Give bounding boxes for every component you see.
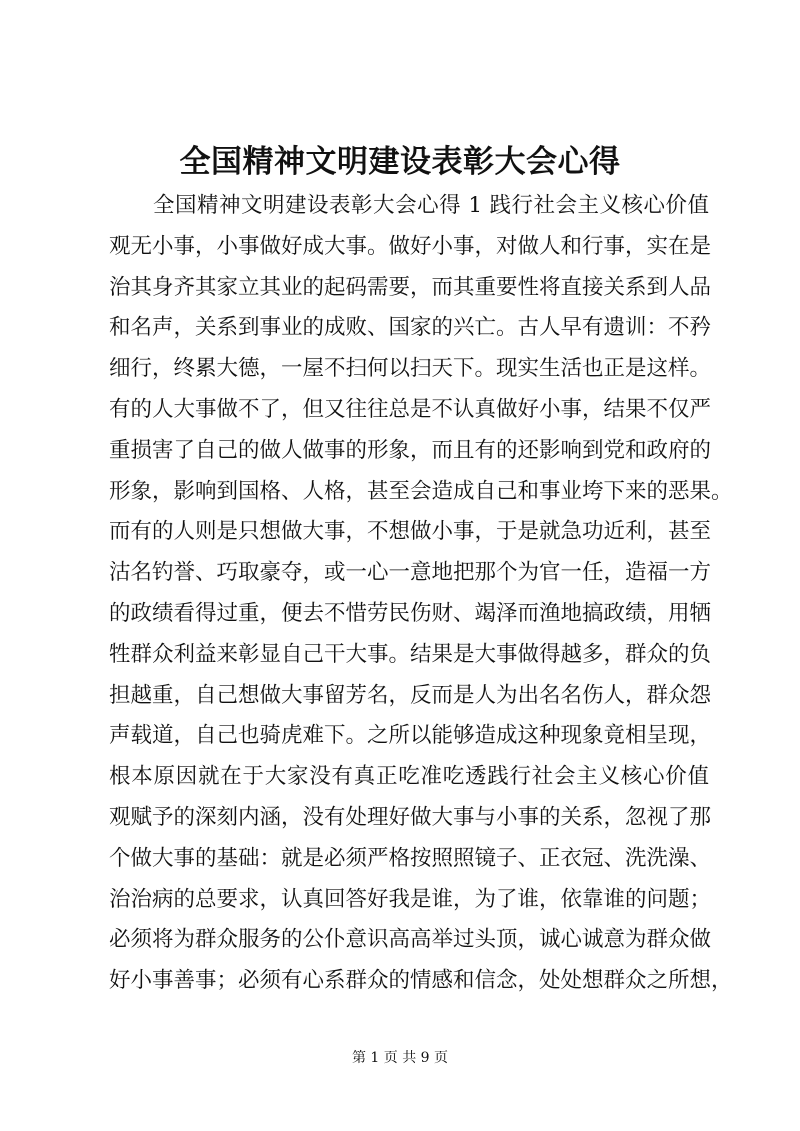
body-line: 观无小事，小事做好成大事。做好小事，对做人和行事，实在是 [109, 233, 712, 259]
body-line: 的政绩看得过重，便去不惜劳民伤财、竭泽而渔地搞政绩，用牺 [109, 600, 712, 626]
body-line: 沽名钓誉、巧取豪夺，或一心一意地把那个为官一任，造福一方 [109, 560, 712, 586]
body-line: 有的人大事做不了，但又往往总是不认真做好小事，结果不仅严 [109, 396, 712, 422]
body-line: 好小事善事；必须有心系群众的情感和信念，处处想群众之所想， [109, 968, 733, 994]
body-line: 重损害了自己的做人做事的形象，而且有的还影响到党和政府的 [109, 437, 712, 463]
document-title: 全国精神文明建设表彰大会心得 [179, 144, 621, 180]
body-line: 治其身齐其家立其业的起码需要，而其重要性将直接关系到人品 [109, 274, 712, 300]
body-line: 担越重，自己想做大事留芳名，反而是人为出名名伤人，群众怨 [109, 682, 712, 708]
body-line: 而有的人则是只想做大事，不想做小事，于是就急功近利，甚至 [109, 519, 712, 545]
body-line: 和名声，关系到事业的成败、国家的兴亡。古人早有遗训：不矜 [109, 315, 712, 341]
body-line: 牲群众利益来彰显自己干大事。结果是大事做得越多，群众的负 [109, 641, 712, 667]
body-line: 细行，终累大德，一屋不扫何以扫天下。现实生活也正是这样。 [109, 356, 712, 382]
body-line: 必须将为群众服务的公仆意识高高举过头顶，诚心诚意为群众做 [109, 927, 712, 953]
page-footer: 第 1 页 共 9 页 [351, 1050, 449, 1066]
body-line: 个做大事的基础：就是必须严格按照照镜子、正衣冠、洗洗澡、 [109, 845, 712, 871]
document-body [109, 186, 733, 1002]
body-line: 根本原因就在于大家没有真正吃准吃透践行社会主义核心价值 [109, 764, 709, 790]
body-line: 治治病的总要求，认真回答好我是谁，为了谁，依靠谁的问题； [109, 886, 712, 912]
body-line: 形象，影响到国格、人格，甚至会造成自己和事业垮下来的恶果。 [109, 478, 733, 504]
body-line: 全国精神文明建设表彰大会心得 1 践行社会主义核心价值 [153, 193, 709, 218]
body-line: 声载道，自己也骑虎难下。之所以能够造成这种现象竟相呈现， [109, 723, 712, 749]
body-line: 观赋予的深刻内涵，没有处理好做大事与小事的关系，忽视了那 [109, 804, 712, 830]
